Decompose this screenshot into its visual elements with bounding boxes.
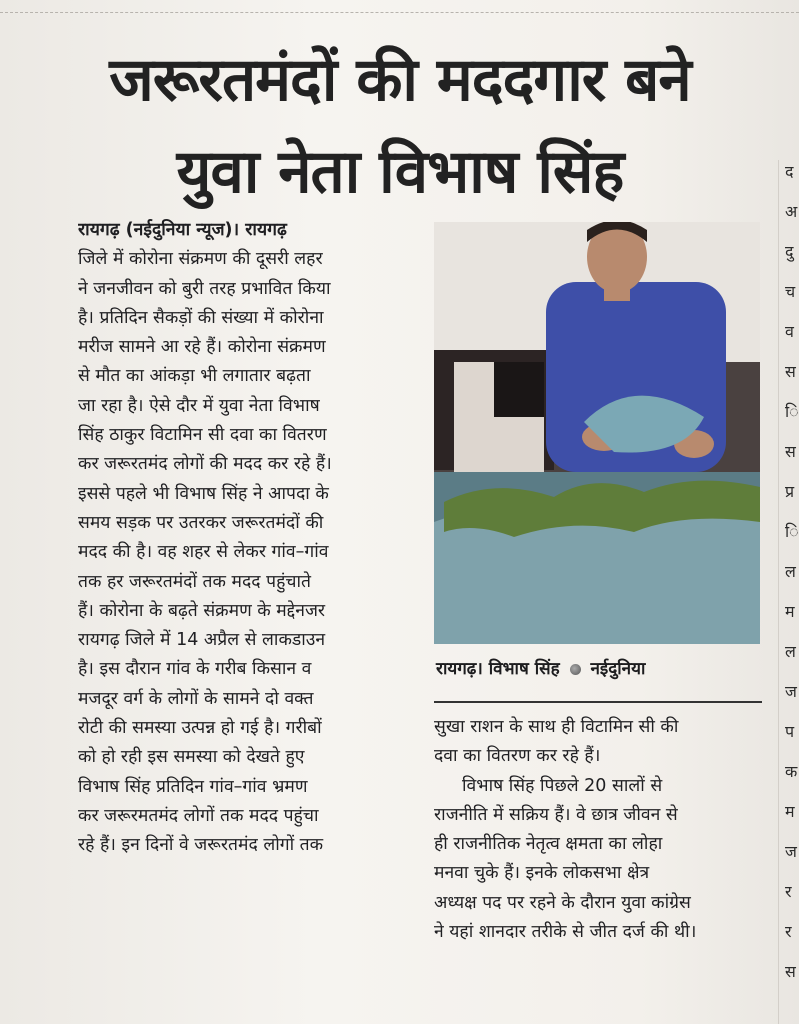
side-fragment-char: व [785,322,794,341]
side-fragment-char: ज [785,842,797,861]
news-photo [434,222,760,644]
side-fragment-char: प [785,722,795,741]
side-fragment-char: स [785,442,796,461]
article-line: हैं। कोरोना के बढ़ते संक्रमण के मद्देनजर [78,600,326,621]
article-line: मनवा चुके हैं। इनके लोकसभा क्षेत्र [434,863,650,884]
side-fragment-char: ज [785,682,797,701]
article-line: विभाष सिंह प्रतिदिन गांव–गांव भ्रमण [78,776,308,797]
side-fragment-char: ि [785,402,799,421]
top-torn-strip [0,0,799,13]
article-line: कर जरूरमतमंद लोगों तक मदद पहुंचा [78,805,319,826]
caption-divider [434,701,762,703]
article-line: अध्यक्ष पद पर रहने के दौरान युवा कांग्रेस [434,892,691,913]
side-fragment-char: ि [785,522,799,541]
article-line: है। इस दौरान गांव के गरीब किसान व [78,659,312,680]
side-fragment-char: ल [785,642,796,661]
side-fragment-char: द [785,162,794,181]
article-line: को हो रही इस समस्या को देखते हुए [78,747,305,768]
side-fragment-char: क [785,762,798,781]
article-line: रायगढ़ (नईदुनिया न्यूज)। रायगढ़ [78,220,287,240]
article-line: रायगढ़ जिले में 14 अप्रैल से लाकडाउन [78,630,326,651]
article-line: जा रहा है। ऐसे दौर में युवा नेता विभाष [78,395,320,416]
article-line: सिंह ठाकुर विटामिन सी दवा का वितरण [78,425,327,446]
article-column-2 [434,713,762,947]
article-line: से मौत का आंकड़ा भी लगातार बढ़ता [78,366,311,387]
bullet-icon [570,664,581,675]
article-line: दवा का वितरण कर रहे हैं। [434,746,601,767]
article-line: ही राजनीतिक नेतृत्व क्षमता का लोहा [434,834,663,855]
article-line: इससे पहले भी विभाष सिंह ने आपदा के [78,483,329,504]
photo-illustration [434,222,760,644]
article-line: सुखा राशन के साथ ही विटामिन सी की [434,717,679,737]
side-fragment-char: स [785,362,796,381]
caption-name: विभाष सिंह [488,659,560,679]
side-fragment-char: म [785,602,795,621]
headline-line-2: युवा नेता विभाष सिंह [176,137,624,207]
article-line: राजनीति में सक्रिय हैं। वे छात्र जीवन से [434,804,678,825]
article-line: मरीज सामने आ रहे हैं। कोरोना संक्रमण [78,337,326,358]
adjacent-article-edge [778,160,799,1024]
article-line: मजदूर वर्ग के लोगों के सामने दो वक्त [78,688,314,709]
side-fragment-char: प्र [785,482,795,501]
side-fragment-char: म [785,802,795,821]
side-fragment-char: अ [785,202,798,221]
article-line: तक हर जरूरतमंदों तक मदद पहुंचाते [78,571,312,592]
article-line: विभाष सिंह पिछले 20 सालों से [462,775,663,796]
article-line: मदद की है। वह शहर से लेकर गांव–गांव [78,542,329,563]
photo-caption [436,656,762,682]
article-line: है। प्रतिदिन सैकड़ों की संख्या में कोरोना [78,307,324,328]
side-fragment-char: र [785,882,792,901]
side-fragment-char: च [785,282,796,301]
article-line: रहे हैं। इन दिनों वे जरूरतमंद लोगों तक [78,835,324,856]
side-fragment-char: स [785,962,796,981]
article-line: ने जनजीवन को बुरी तरह प्रभावित किया [78,278,331,299]
caption-source: नईदुनिया [590,659,646,679]
article-column-1 [78,216,406,861]
article-line: कर जरूरतमंद लोगों की मदद कर रहे हैं। [78,454,332,475]
headline-line-1: जरूरतमंदों की मददगार बने [109,45,691,115]
article-line: ने यहां शानदार तरीके से जीत दर्ज की थी। [434,922,697,943]
side-fragment-char: र [785,922,792,941]
caption-place: रायगढ़। [436,659,483,679]
side-fragment-char: दु [785,242,794,261]
article-line: जिले में कोरोना संक्रमण की दूसरी लहर [78,249,323,270]
article-line: समय सड़क पर उतरकर जरूरतमंदों की [78,512,324,533]
side-fragment-char: ल [785,562,796,581]
article-line: रोटी की समस्या उत्पन्न हो गई है। गरीबों [78,718,322,739]
